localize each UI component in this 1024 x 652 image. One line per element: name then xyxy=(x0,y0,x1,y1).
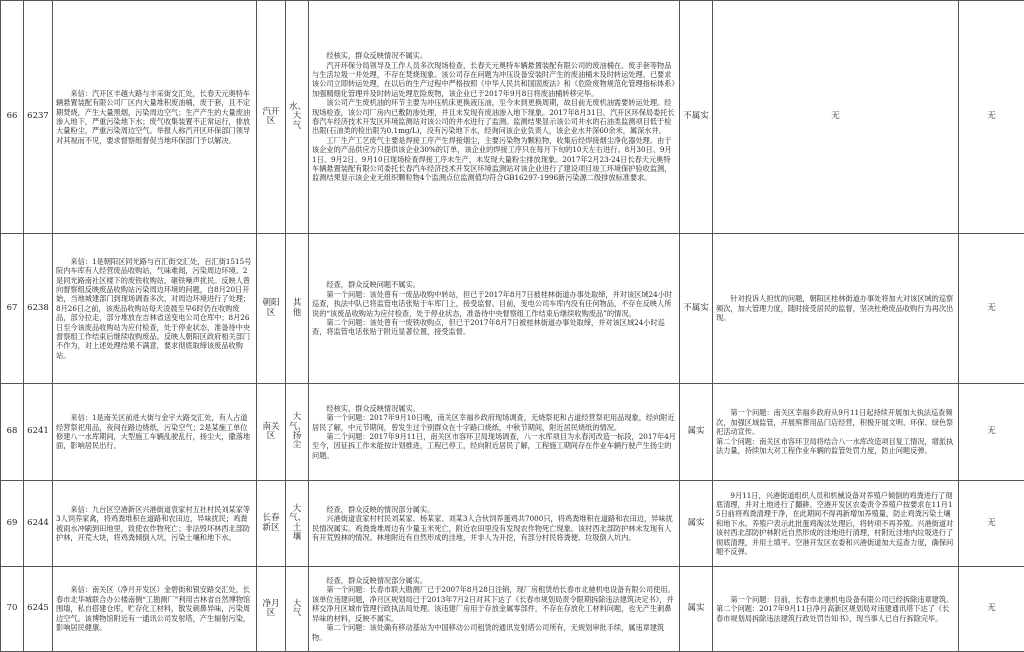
type-cell: 其他 xyxy=(286,234,309,384)
result-paragraph: 该公司产生废机油的环节主要为冲压机床更换液压油，至今未到更换周期，故目前无废机油需要转运处理。经现场检查，该公司厂房内已敷防渗处理，并且未发现有废油渗入地下现象。2017年8月31日，汽开区环保局委托长春汽车经济技术开发区环境监测站对该公司的井水进行了监测。监测结果显示该公司井水的石油类监测项目低于检出限(石油类的检出限为0.1mg/L)，没有污染地下水，经询问该企业负责人，该企业水井深60余米，属深水井。 xyxy=(312,98,676,136)
seq-cell: 68 xyxy=(1,384,24,481)
seq-cell: 66 xyxy=(1,1,24,234)
result-paragraph: 工厂生产工艺废气主要是焊接工序产生焊接烟尘，主要污染物为颗粒物，收集后经焊接烟尘净化器处理。由于该企业的产品供应方只提供该企业30%的订单，该企业的焊接工序只在每月下旬的10天左右进行。8月30日、9月1日、9月2日、9月10日现场检查焊接工序未生产，未发现大量粉尘排放现象。2017年2月23-24日长春天元奥特车辆悬置装配有限公司委托长春汽车经济技术开发区环境监测站对该企业进行了建设项目竣工环境保护验收监测，监测结果显示该企业无组织颗粒物4个监测点位监测值均符合GB16297-1996新污染源二级排放标准要求。 xyxy=(312,136,676,183)
district-cell: 长春新区 xyxy=(257,481,286,567)
accountability-cell: 无 xyxy=(959,384,1024,481)
handling-cell xyxy=(713,1,959,234)
handling-cell xyxy=(713,234,959,384)
seq-cell: 70 xyxy=(1,567,24,652)
id-cell: 6241 xyxy=(24,384,53,481)
district-cell: 朝阳区 xyxy=(257,234,286,384)
result-cell xyxy=(309,1,680,234)
result-paragraph: 第二个问题：该处确有移动基站为中国移动公司租赁的通讯发射塔公司所有，无规划审批手续，属违章建筑物。 xyxy=(312,623,676,642)
result-paragraph: 第一个问题：长春市联大勘测厂已于2007年8月28日注销，现厂房租赁给长春市北驰机电设备有限公司使用。该单位违建问题，净月区规划局已于2013年7月2日对其下达了《长春市规划局责令限期拆除违法建筑决定书》，并移交净月区城市管理行政执法局处理。该违建厂房用于存放金属零部件，不存在存放化工材料问题，也无产生刺鼻异味的材料，反映不属实。 xyxy=(312,585,676,623)
result-paragraph: 第二个问题：该处曾有一废铁收购点，但已于2017年8月7日被桂林街道办事处取缔，并对该区域24小时巡查，将监管电话张贴于附近显著位置，接受监督。 xyxy=(312,318,676,337)
type-cell: 大气、土壤 xyxy=(286,481,309,567)
handling-cell xyxy=(713,481,959,567)
type-cell: 大气 xyxy=(286,567,309,652)
complaint-text: 来信：汽开区丰越大路与丰采街交汇处，长春天元奥特车辆悬置装配有限公司厂区内大量堆积废油桶，废于套，且不定期焚烧，产生大量黑烟，污染周边空气；生产产生的大量废油渗入地下，严重污染地下水；废气收集装置不正常运行，排放大量粉尘，严重污染周边空气。举报人称汽开区环保部门领导对其视而不见，要求督察组督促当地环保部门予以解决。 xyxy=(56,89,253,145)
verdict-cell: 不属实 xyxy=(680,234,713,384)
result-paragraph: 第一个问题：该处曾有一废品收购中转站，但已于2017年8月7日被桂林街道办事处取缔，并对该区域24小时巡查，执法中队已将监管电话张贴于车库门上，接受监督。目前，变电公司车库内没有任何物品，不存在反映人所说的“该废品收购站为应付检查，处于停业状态，准备待中央督察组工作结束后继续收购废品”的情况。 xyxy=(312,290,676,318)
table-row xyxy=(1,481,1024,567)
id-cell: 6245 xyxy=(24,567,53,652)
verdict-cell: 属实 xyxy=(680,567,713,652)
result-paragraph: 经查，群众反映的情况部分属实。 xyxy=(312,505,676,514)
result-cell xyxy=(309,384,680,481)
handling-cell xyxy=(713,384,959,481)
district-cell: 汽开区 xyxy=(257,1,286,234)
result-paragraph: 第二个问题：2017年9月11日，南关区市容环卫局现场调查，八一水库项目为永春河改造一标段，2017年4月至今，因征拆工作未能按计划推进，工程已停工，经向附近居民了解，工程施工期间存在作业车辆行驶产生扬尘的问题。 xyxy=(312,432,676,460)
result-paragraph: 经核实，群众反映情况属实。 xyxy=(312,404,676,413)
verdict-cell: 属实 xyxy=(680,481,713,567)
result-cell xyxy=(309,234,680,384)
table-row xyxy=(1,1,1024,234)
type-cell: 水、大气 xyxy=(286,1,309,234)
handling-text: 第一个问题：南关区幸福乡政府从9月11日起持续开展加大执法巡查频次，加强区域监管，开展殡葬用品门店经营，积极开展文明、环保、绿色祭祀活动宣传。 第二个问题：南关区市容环卫局将结合八一水库改造项目复工情况，增派执法力量，持续加大对工程作业车辆的监管处罚力度，防止问题反弹。 xyxy=(716,408,955,455)
complaint-cell xyxy=(53,481,257,567)
seq-cell: 69 xyxy=(1,481,24,567)
complaint-cell xyxy=(53,384,257,481)
complaint-text: 来信：九台区空港新区兴港街道袁家村五社村民刘某家等3人饲养家禽，将鸡粪堆积在道路和农田边，异味扰民；鸡粪被雨水冲刷到田地里，致使农作物死亡；非法毁坏林西北部防护林，开荒大块，将鸡粪倾倒入坑，污染土壤和地下水。 xyxy=(56,505,253,543)
id-cell: 6237 xyxy=(24,1,53,234)
accountability-cell: 无 xyxy=(959,481,1024,567)
handling-text: 无 xyxy=(716,112,955,121)
accountability-cell: 无 xyxy=(959,567,1024,652)
accountability-cell: 无 xyxy=(959,234,1024,384)
result-paragraph: 经查，群众反映问题不属实。 xyxy=(312,280,676,289)
handling-text: 针对投诉人担忧的问题，朝阳区桂林街道办事处将加大对该区域的巡察频次，加大管理力度，随时接受居民的监督，坚决杜绝废品收购行为再次出现。 xyxy=(716,294,955,322)
complaint-cell xyxy=(53,234,257,384)
table-body xyxy=(1,1,1024,652)
handling-text: 第一个问题：目前，长春市北驰机电设备有限公司已经拆除违章建筑。 第二个问题：2017年9月11日净月高新区规划局对违建通讯塔下达了《长春市规划局拆除违法建筑行政处罚告知书》，现当事人已自行拆除完毕。 xyxy=(716,595,955,623)
complaint-cell xyxy=(53,567,257,652)
result-paragraph: 经核实，群众反映情况不属实。 xyxy=(312,51,676,60)
result-paragraph: 汽开环保分局领导及工作人员多次现场检查，长春天元奥特车辆悬置装配有限公司的废油桶在、废手套等物品与生活垃圾一并处理，不存在焚烧现象。该公司存在问题为冲压设备安装时产生的废油桶未及时转运处理。已要求该公司立即转运处理，在以后的生产过程中严格按照《中华人民共和国固废法》和《危险废物规范化管理指标体系》加强精细化管理并及时转运处理危险废物，该企业已于2017年9月8日将废油桶转移完毕。 xyxy=(312,61,676,99)
accountability-cell: 无 xyxy=(959,1,1024,234)
table-row xyxy=(1,234,1024,384)
seq-cell: 67 xyxy=(1,234,24,384)
id-cell: 6238 xyxy=(24,234,53,384)
table-row xyxy=(1,384,1024,481)
handling-text: 9月11日，兴港街道组织人员和机械设备对养殖户倾倒的鸡粪进行了彻底清理，并对土地进行了翻耕。空港开发区农委责令养殖户按要求在11月15日前将鸡粪清理干净，在此期间不得再新增加养殖量，防止鸡粪污染土壤和地下水。养殖户表示此批蛋鸡淘汰处理后，将转项不再养殖。兴港街道对该村西北部防护林附近自然形成的洼地进行清理，村附近洼地内垃圾进行了彻底清理，并用土填平。空港开发区农委和兴港街道加大巡查力度，确保问题不反弹。 xyxy=(716,491,955,557)
district-cell: 净月区 xyxy=(257,567,286,652)
result-paragraph: 经查，群众反映情况部分属实。 xyxy=(312,576,676,585)
complaint-text: 来信：1是朝阳区同光路与百汇街交汇处，百汇街1515号院内车库有人经营废品收购站，气味难闻，污染周边环境。2是同光路南社区楼下的废铁收购站，砸铁噪声扰民。反映人曾向督察组反映废品收购站污染周边环境的问题，自8月20日开始，当地城建部门到现场调查多次，对周边环境进行了处理；8月26日之前，该废品收购站每天凌晨至早6时仍在收购废品，部分拉走，部分堆放在吉林省送变电公司仓库中；8月26日至今该废品收购站为应付检查，处于停业状态，准备待中央督察组工作结束后继续收购废品。反映人朝阳区政府相关部门不作为，对上述处理结果不满意，要求彻底取缔该废品收购站。 xyxy=(56,257,253,360)
district-cell: 南关区 xyxy=(257,384,286,481)
handling-cell xyxy=(713,567,959,652)
complaint-text: 来信：南关区（净月开发区）金碧街和银安路交汇处，长春市北华城联合办公楼南侧“工勘测厂”利用吉林省自然博物馆围墙，私自搭建仓库，贮存化工材料，散发刺鼻异味，污染周边空气。该博物馆附近有一通讯公司发射塔，产生辐射污染，影响居民健康。 xyxy=(56,585,253,632)
result-cell xyxy=(309,481,680,567)
verdict-cell: 属实 xyxy=(680,384,713,481)
id-cell: 6244 xyxy=(24,481,53,567)
table-row xyxy=(1,567,1024,652)
complaint-cell xyxy=(53,1,257,234)
verdict-cell: 不属实 xyxy=(680,1,713,234)
result-cell xyxy=(309,567,680,652)
complaint-text: 来信：1是南关区前进大街与金宇大路交汇处，有人占道经营祭祀用品，夜间在路边烧纸，污染空气；2是某施工单位修建八一水库期间，大型施工车辆乱驶乱行，扬尘大，撒落地面，影响居民出行。 xyxy=(56,413,253,451)
type-cell: 大气、扬尘 xyxy=(286,384,309,481)
result-paragraph: 兴港街道袁家村村民刘某家、杨某家、刘某3人合伙饲养蛋鸡共7000只，将鸡粪堆积在道路和农田边，异味扰民情况属实。鸡粪粪堆周边有少量玉米死亡，附近农田里没有发现农作物死亡现象。该村西北部防护林未发现有人有开荒毁林的情况。林地附近有自然形成的洼地，并非人为开挖，有部分村民将粪便、垃圾倒入坑内。 xyxy=(312,514,676,542)
result-paragraph: 第一个问题：2017年9月10日晚，南关区幸福乡政府现场调查，无烧祭祀和占道经营祭祀用品现象，经向附近居民了解，中元节期间，曾发生过个别群众在十字路口烧纸，中秋节期间，附近居民烧纸的情况。 xyxy=(312,413,676,432)
